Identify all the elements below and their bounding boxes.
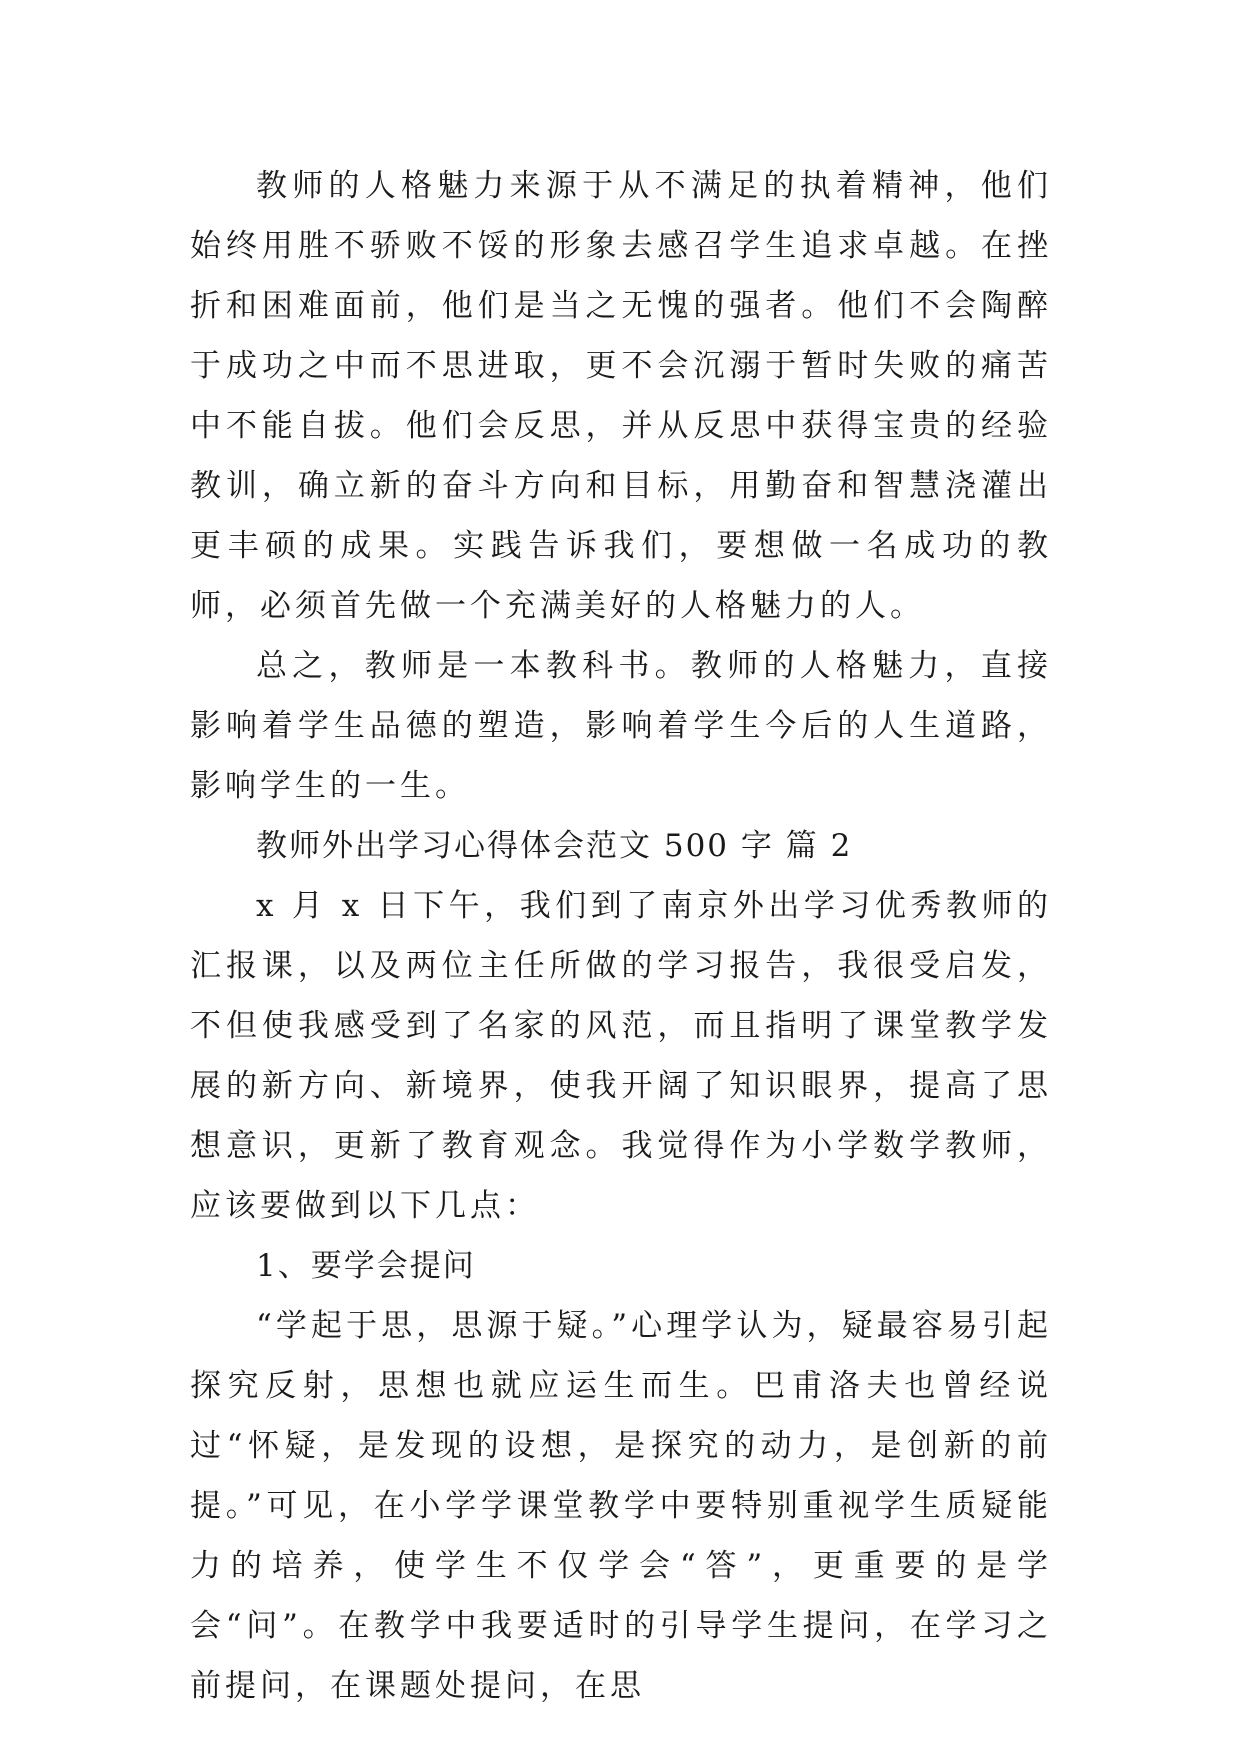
point-heading: 1、要学会提问 bbox=[256, 1248, 476, 1284]
paragraph-report-intro: x 月 x 日下午，我们到了南京外出学习优秀教师的汇报课，以及两位主任所做的学习报告，我很受启发，不但使我感受到了名家的风范，而且指明了课堂教学发展的新方向、新境界，使我开阔了知识眼界，提高了思想意识，更新了教育观念。我觉得作为小学数学教师，应该要做到以下几点： bbox=[190, 888, 1052, 1224]
document-body bbox=[190, 156, 1052, 1716]
section-heading: 教师外出学习心得体会范文 500 字 篇 2 bbox=[256, 828, 853, 864]
paragraph-personality-charm: 教师的人格魅力来源于从不满足的执着精神，他们始终用胜不骄败不馁的形象去感召学生追求卓越。在挫折和困难面前，他们是当之无愧的强者。他们不会陶醉于成功之中而不思进取，更不会沉溺于暂时失败的痛苦中不能自拔。他们会反思，并从反思中获得宝贵的经验教训，确立新的奋斗方向和目标，用勤奋和智慧浇灌出更丰硕的成果。实践告诉我们，要想做一名成功的教师，必须首先做一个充满美好的人格魅力的人。 bbox=[190, 168, 1052, 624]
paragraph-questioning: “学起于思，思源于疑。”心理学认为，疑最容易引起探究反射，思想也就应运生而生。巴甫洛夫也曾经说过“怀疑，是发现的设想，是探究的动力，是创新的前提。”可见，在小学学课堂教学中要特别重视学生质疑能力的培养，使学生不仅学会“答”，更重要的是学会“问”。在教学中我要适时的引导学生提问，在学习之前提问，在课题处提问，在思 bbox=[190, 1308, 1052, 1704]
paragraph-conclusion: 总之，教师是一本教科书。教师的人格魅力，直接影响着学生品德的塑造，影响着学生今后的人生道路，影响学生的一生。 bbox=[190, 648, 1052, 804]
